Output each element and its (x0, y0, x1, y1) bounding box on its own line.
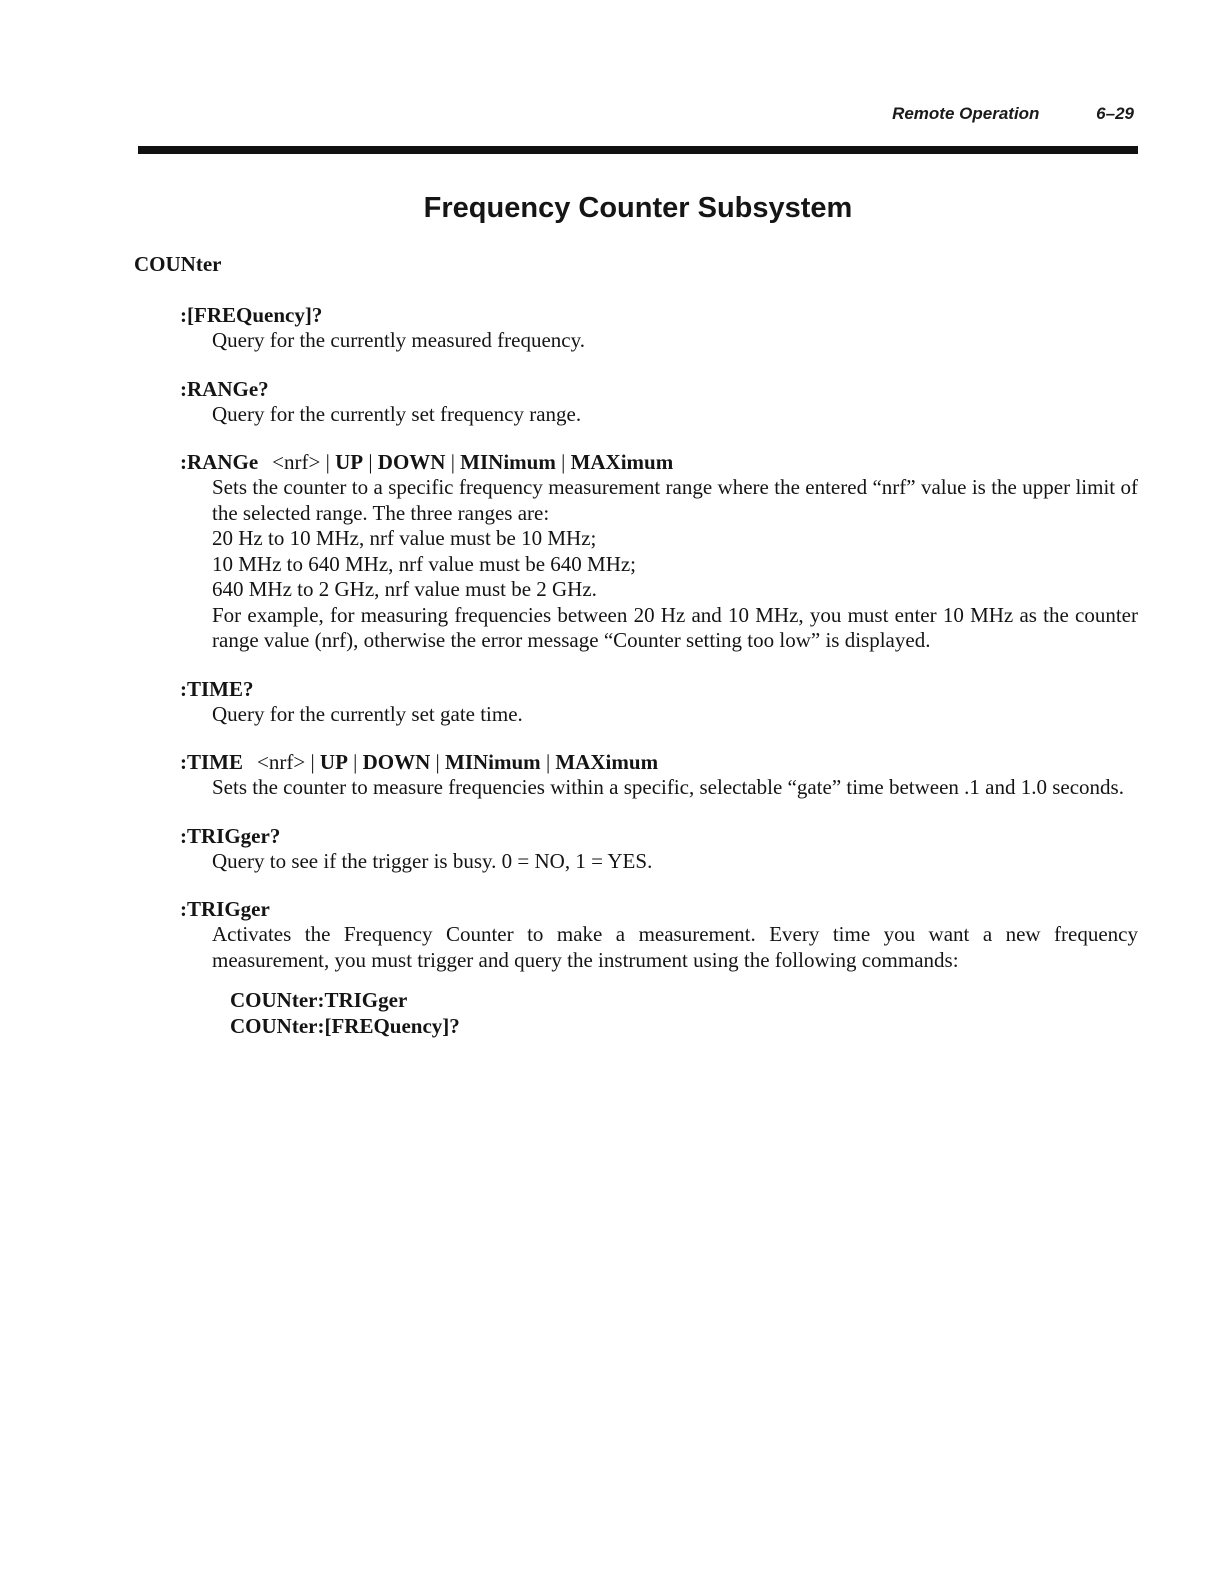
param-down: DOWN (377, 450, 446, 474)
param-separator: | (325, 450, 330, 474)
command-description: Query to see if the trigger is busy. 0 = NO, 1 = YES. (212, 848, 653, 873)
page-title: Frequency Counter Subsystem (423, 192, 853, 224)
command-name: :TRIGger? (180, 823, 281, 848)
description-text: Sets the counter to a specific frequency measurement range where the entered “nrf” value is the upper limit of the selected range. The three ranges are: (212, 475, 1138, 525)
command-trigger-query (180, 823, 1138, 875)
command-name: :TRIGger (180, 897, 270, 921)
param-separator: | (353, 750, 358, 774)
param-minimum: MINimum (445, 750, 541, 774)
code-line: COUNter:[FREQuency]? (230, 1014, 460, 1038)
command-range-query (180, 376, 1138, 428)
command-name: :TIME? (180, 676, 254, 701)
code-example (230, 987, 1138, 1039)
page-header (892, 104, 1134, 124)
param-nrf: <nrf> (257, 750, 306, 774)
command-time-set (180, 749, 1138, 801)
subsystem-name: COUNter (134, 252, 222, 276)
command-params (272, 450, 673, 474)
command-name: :RANGe? (180, 376, 269, 401)
range-item: 640 MHz to 2 GHz, nrf value must be 2 GHz. (212, 577, 597, 601)
command-description: Query for the currently set frequency range. (212, 401, 582, 426)
param-separator: | (545, 750, 551, 774)
param-separator: | (310, 750, 315, 774)
command-syntax (180, 449, 1138, 475)
range-item: 10 MHz to 640 MHz, nrf value must be 640 MHz; (212, 551, 637, 576)
command-list (180, 302, 1138, 1061)
header-page-number: 6–29 (1096, 104, 1134, 123)
command-name: :RANGe (180, 450, 259, 474)
command-syntax (180, 749, 1138, 775)
command-description: Activates the Frequency Counter to make a measurement. Every time you want a new frequency measurement, you must trigger and query the instrument using the following commands: (212, 922, 1138, 972)
param-separator: | (561, 450, 566, 474)
command-trigger (180, 896, 1138, 1039)
command-description: Sets the counter to measure frequencies within a specific, selectable “gate” time between .1 and 1.0 seconds. (212, 775, 1124, 799)
command-name: :TIME (180, 750, 243, 774)
param-separator: | (450, 450, 455, 474)
param-nrf: <nrf> (272, 450, 321, 474)
command-range-set (180, 449, 1138, 654)
param-up: UP (319, 750, 348, 774)
command-description: Query for the currently set gate time. (212, 701, 523, 726)
command-name: :[FREQuency]? (180, 303, 323, 327)
param-down: DOWN (362, 750, 431, 774)
param-minimum: MINimum (460, 450, 556, 474)
command-description: Query for the currently measured frequency. (212, 328, 585, 352)
command-time-query (180, 676, 1138, 728)
example-text: For example, for measuring frequencies between 20 Hz and 10 MHz, you must enter 10 MHz as the counter range value (nrf), otherwise the error message “Counter setting too low” is displayed. (212, 602, 1138, 652)
header-section: Remote Operation (892, 104, 1040, 123)
param-maximum: MAXimum (555, 750, 659, 774)
param-separator: | (435, 750, 440, 774)
command-freq-query (180, 302, 1138, 354)
code-line: COUNter:TRIGger (230, 988, 408, 1012)
param-separator: | (368, 450, 373, 474)
param-maximum: MAXimum (570, 450, 674, 474)
param-up: UP (335, 450, 364, 474)
header-rule (138, 146, 1138, 154)
command-params (257, 750, 658, 774)
range-item: 20 Hz to 10 MHz, nrf value must be 10 MHz; (212, 526, 597, 550)
command-description (212, 475, 1138, 654)
